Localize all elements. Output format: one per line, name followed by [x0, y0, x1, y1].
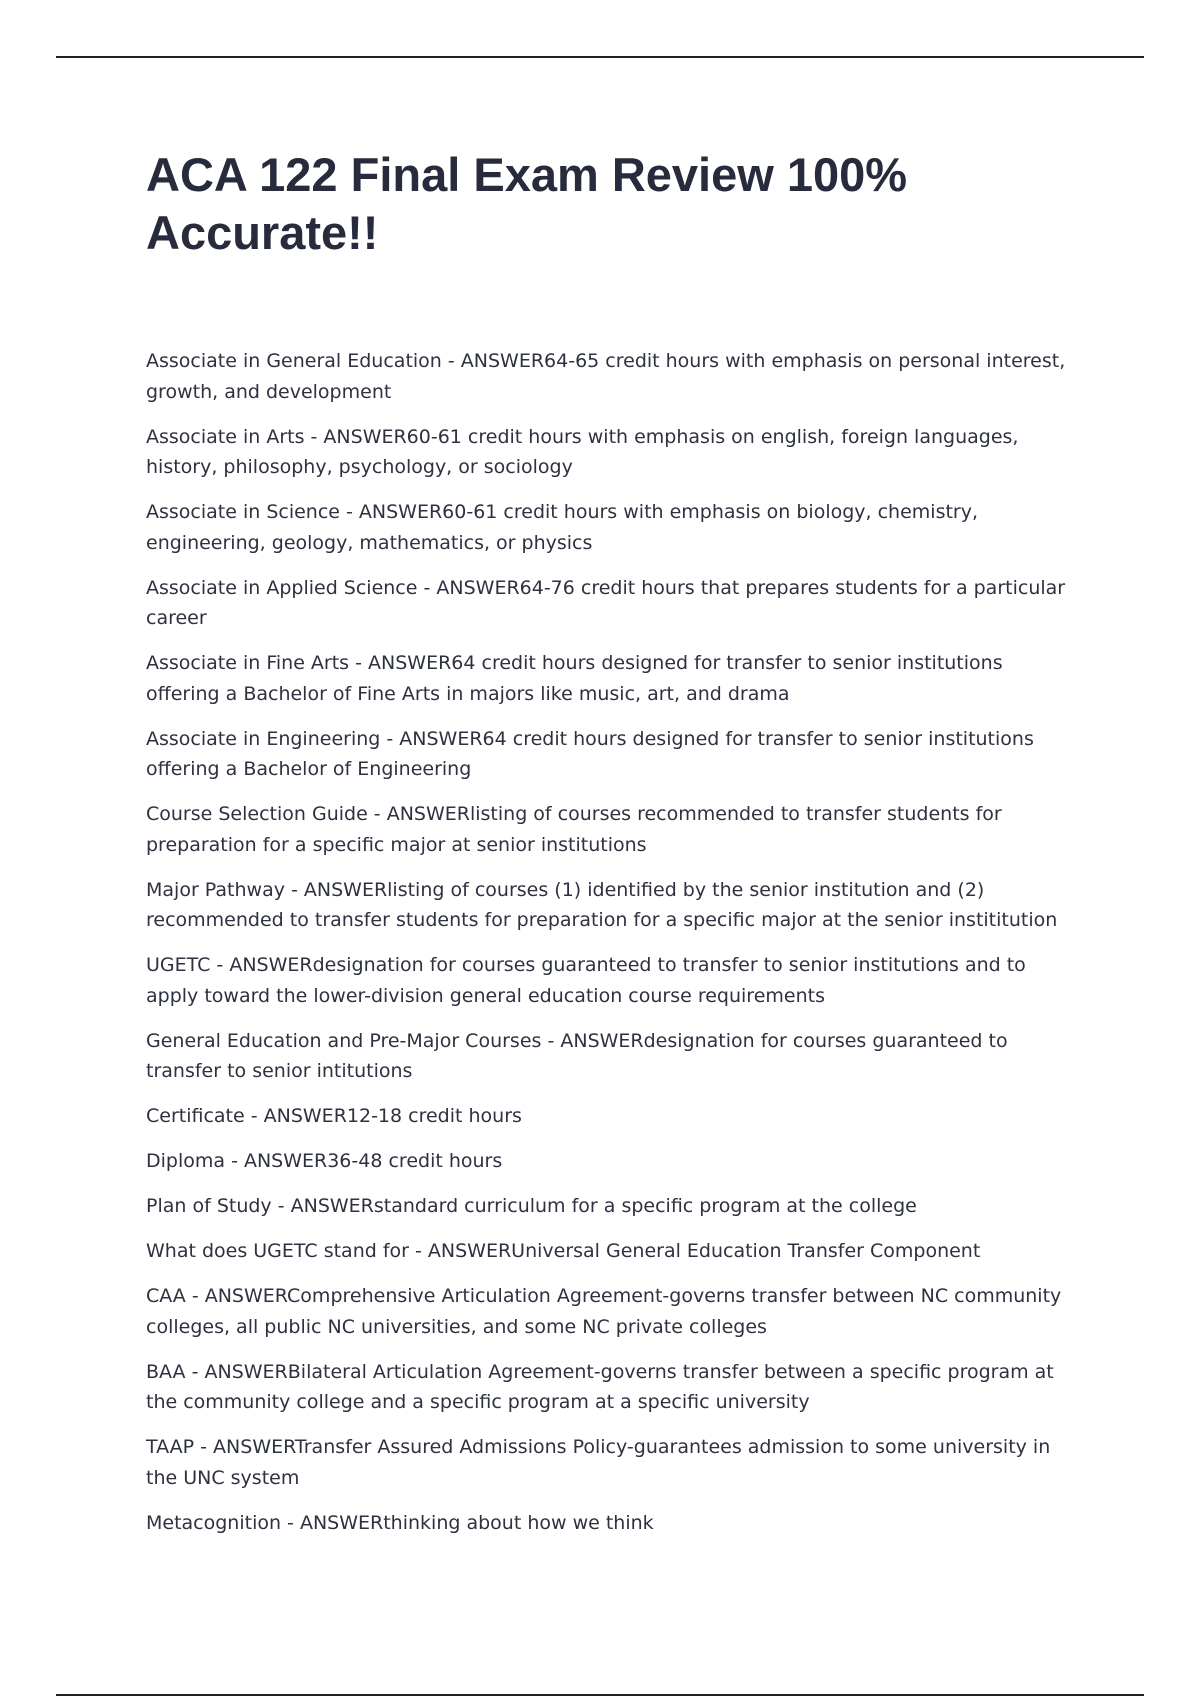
entry-major-pathway: Major Pathway - ANSWERlisting of courses (1) identified by the senior institution and (2) recommended to transfer students for preparation for a specific major at the senior instititution — [146, 878, 1058, 931]
bottom-rule — [56, 1694, 1144, 1696]
entry-associate-engineering: Associate in Engineering - ANSWER64 credit hours designed for transfer to senior institutions offering a Bachelor of Engineering — [146, 727, 1034, 780]
entry-metacognition: Metacognition - ANSWERthinking about how we think — [146, 1511, 654, 1534]
entry-associate-applied-science: Associate in Applied Science - ANSWER64-76 credit hours that prepares students for a particular career — [146, 576, 1066, 629]
entry-certificate: Certificate - ANSWER12-18 credit hours — [146, 1105, 522, 1127]
entry-course-selection-guide: Course Selection Guide - ANSWERlisting of courses recommended to transfer students for preparation for a specific major at senior institutions — [146, 803, 1002, 856]
entry-baa: BAA - ANSWERBilateral Articulation Agreement-governs transfer between a specific program at the community college and a specific program at a specific university — [146, 1360, 1054, 1413]
entry-caa: CAA - ANSWERComprehensive Articulation Agreement-governs transfer between NC community colleges, all public NC universities, and some NC private colleges — [146, 1285, 1062, 1338]
entry-ugetc: UGETC - ANSWERdesignation for courses guaranteed to transfer to senior institutions and to apply toward the lower-division general education course requirements — [146, 954, 1026, 1007]
entry-general-education-pre-major: General Education and Pre-Major Courses - ANSWERdesignation for courses guaranteed to transfer to senior intitutions — [146, 1029, 1008, 1082]
entry-associate-fine-arts: Associate in Fine Arts - ANSWER64 credit hours designed for transfer to senior institutions offering a Bachelor of Fine Arts in majors like music, art, and drama — [146, 652, 1003, 705]
entry-associate-general-education: Associate in General Education - ANSWER64-65 credit hours with emphasis on personal interest, growth, and development — [146, 350, 1066, 403]
entry-taap: TAAP - ANSWERTransfer Assured Admissions Policy-guarantees admission to some university in the UNC system — [146, 1436, 1051, 1489]
entry-associate-science: Associate in Science - ANSWER60-61 credit hours with emphasis on biology, chemistry, engineering, geology, mathematics, or physics — [146, 501, 979, 554]
entry-ugetc-acronym: What does UGETC stand for - ANSWERUniversal General Education Transfer Component — [146, 1240, 981, 1262]
entry-associate-arts: Associate in Arts - ANSWER60-61 credit hours with emphasis on english, foreign languages, history, philosophy, psychology, or sociology — [146, 425, 1019, 478]
entry-plan-of-study: Plan of Study - ANSWERstandard curriculum for a specific program at the college — [146, 1195, 917, 1217]
entry-list — [146, 346, 1066, 1553]
entry-diploma: Diploma - ANSWER36-48 credit hours — [146, 1150, 503, 1172]
document-title: ACA 122 Final Exam Review 100% Accurate!! — [146, 148, 908, 259]
top-rule — [56, 56, 1144, 58]
